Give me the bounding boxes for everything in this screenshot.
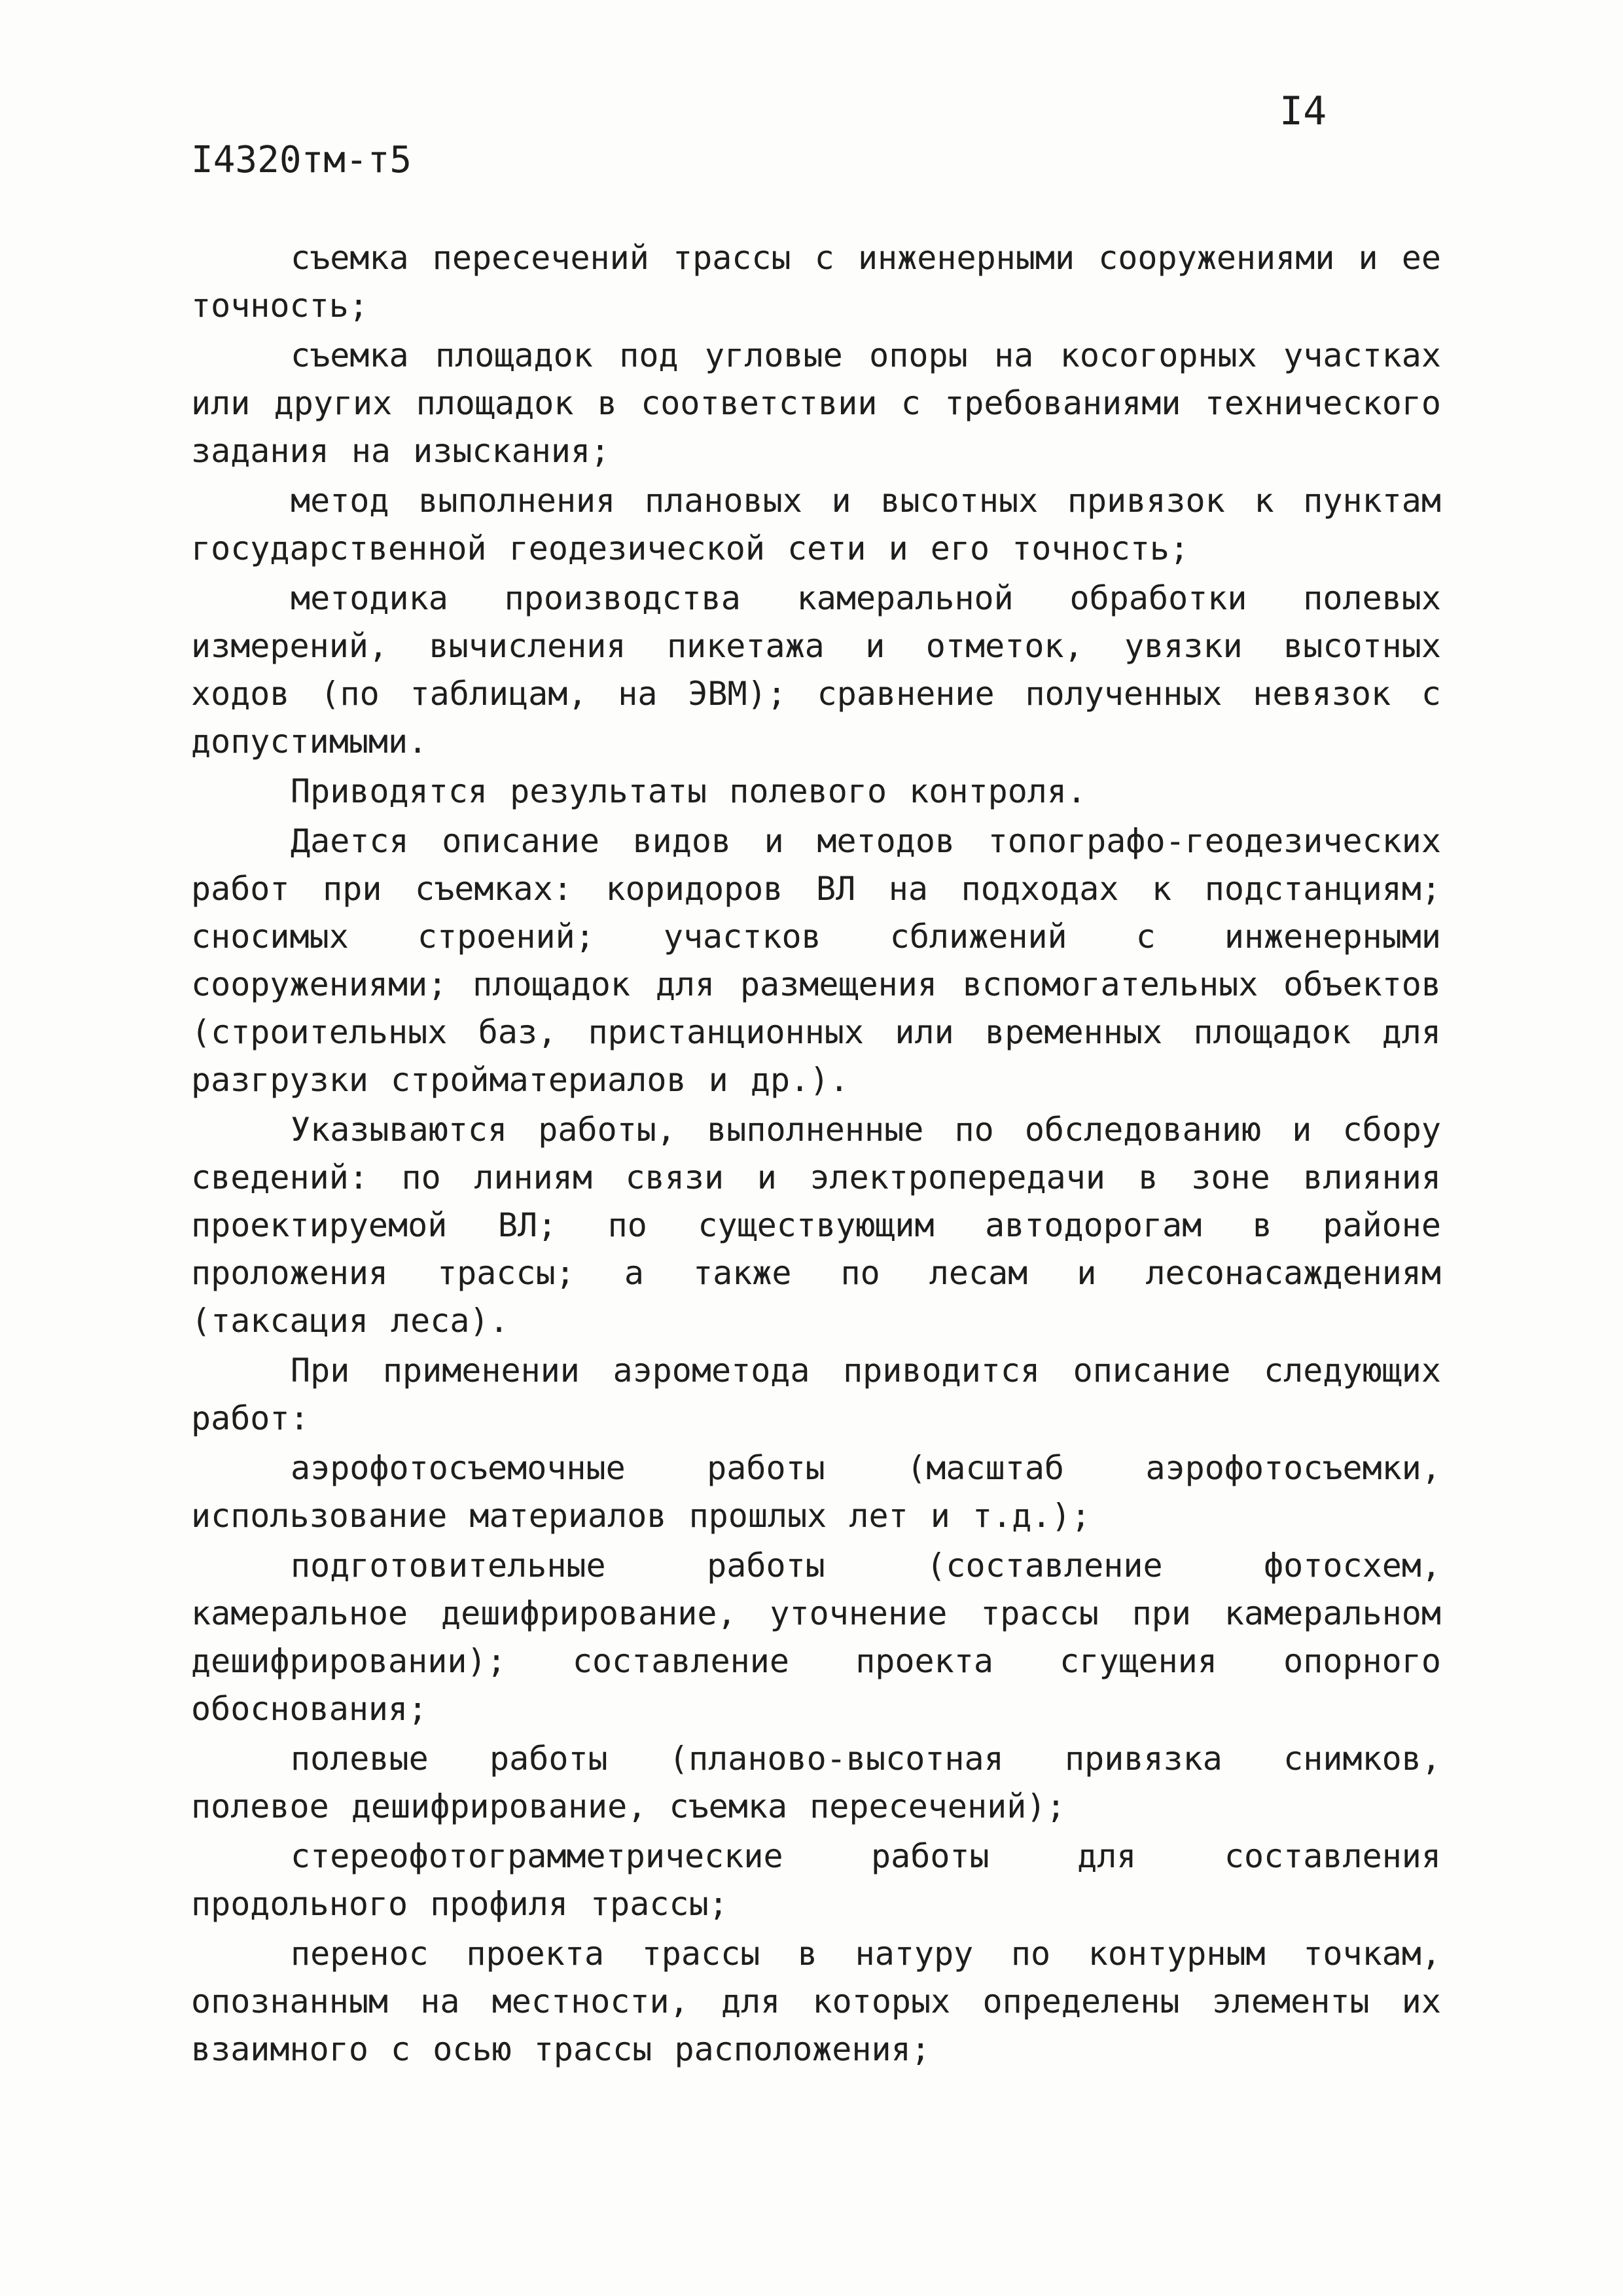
page-number: I4: [1279, 88, 1327, 134]
document-code: I4320тм-т5: [191, 139, 412, 181]
paragraph-office-processing: методика производства камеральной обработки полевых измерений, вычисления пикетажа и отметок, увязки высотных ходов (по таблицам, на ЭВМ); сравнение полученных невязок с допустимыми.: [191, 579, 1441, 761]
paragraph-field-control: Приводятся результаты полевого контроля.: [291, 772, 1087, 810]
paragraph-survey-types: Дается описание видов и методов топографо-геодезических работ при съемках: коридоров ВЛ на подходах к подстанциям; сносимых строений; участков сближений с инженерными сооружениями; площадок для размещения вспомогательных объектов (строительных баз, пристанционных или временных площадок для разгрузки стройматериалов и др.).: [191, 822, 1441, 1099]
paragraph-aeromethod-intro: При применении аэрометода приводится описание следующих работ:: [191, 1352, 1441, 1437]
paragraph-route-staking: перенос проекта трассы в натуру по контурным точкам, опознанным на местности, для которых определены элементы их взаимного с осью трассы расположения;: [191, 1935, 1441, 2068]
paragraph-geodetic-tie-method: метод выполнения плановых и высотных привязок к пунктам государственной геодезической сети и его точность;: [191, 482, 1441, 567]
paragraph-aerial-survey: аэрофотосъемочные работы (масштаб аэрофотосъемки, использование материалов прошлых лет и т.д.);: [191, 1449, 1441, 1535]
paragraph-stereophotogrammetry: стереофотограмметрические работы для составления продольного профиля трассы;: [191, 1837, 1441, 1923]
paragraph-corner-support-sites: съемка площадок под угловые опоры на косогорных участках или других площадок в соответствии с требованиями технического задания на изыскания;: [191, 336, 1441, 470]
paragraph-inspection-works: Указываются работы, выполненные по обследованию и сбору сведений: по линиям связи и электропередачи в зоне влияния проектируемой ВЛ; по существующим автодорогам в районе проложения трассы; а также по лесам и лесонасаждениям (таксация леса).: [191, 1111, 1441, 1340]
paragraph-preparatory-works: подготовительные работы (составление фотосхем, камеральное дешифрирование, уточнение трассы при камеральном дешифрировании); составление проекта сгущения опорного обоснования;: [191, 1547, 1441, 1728]
paragraph-field-works: полевые работы (планово-высотная привязка снимков, полевое дешифрирование, съемка пересечений);: [191, 1740, 1441, 1825]
paragraph-crossings-survey: съемка пересечений трассы с инженерными сооружениями и ее точность;: [191, 239, 1441, 325]
body-text: [191, 234, 1441, 2073]
